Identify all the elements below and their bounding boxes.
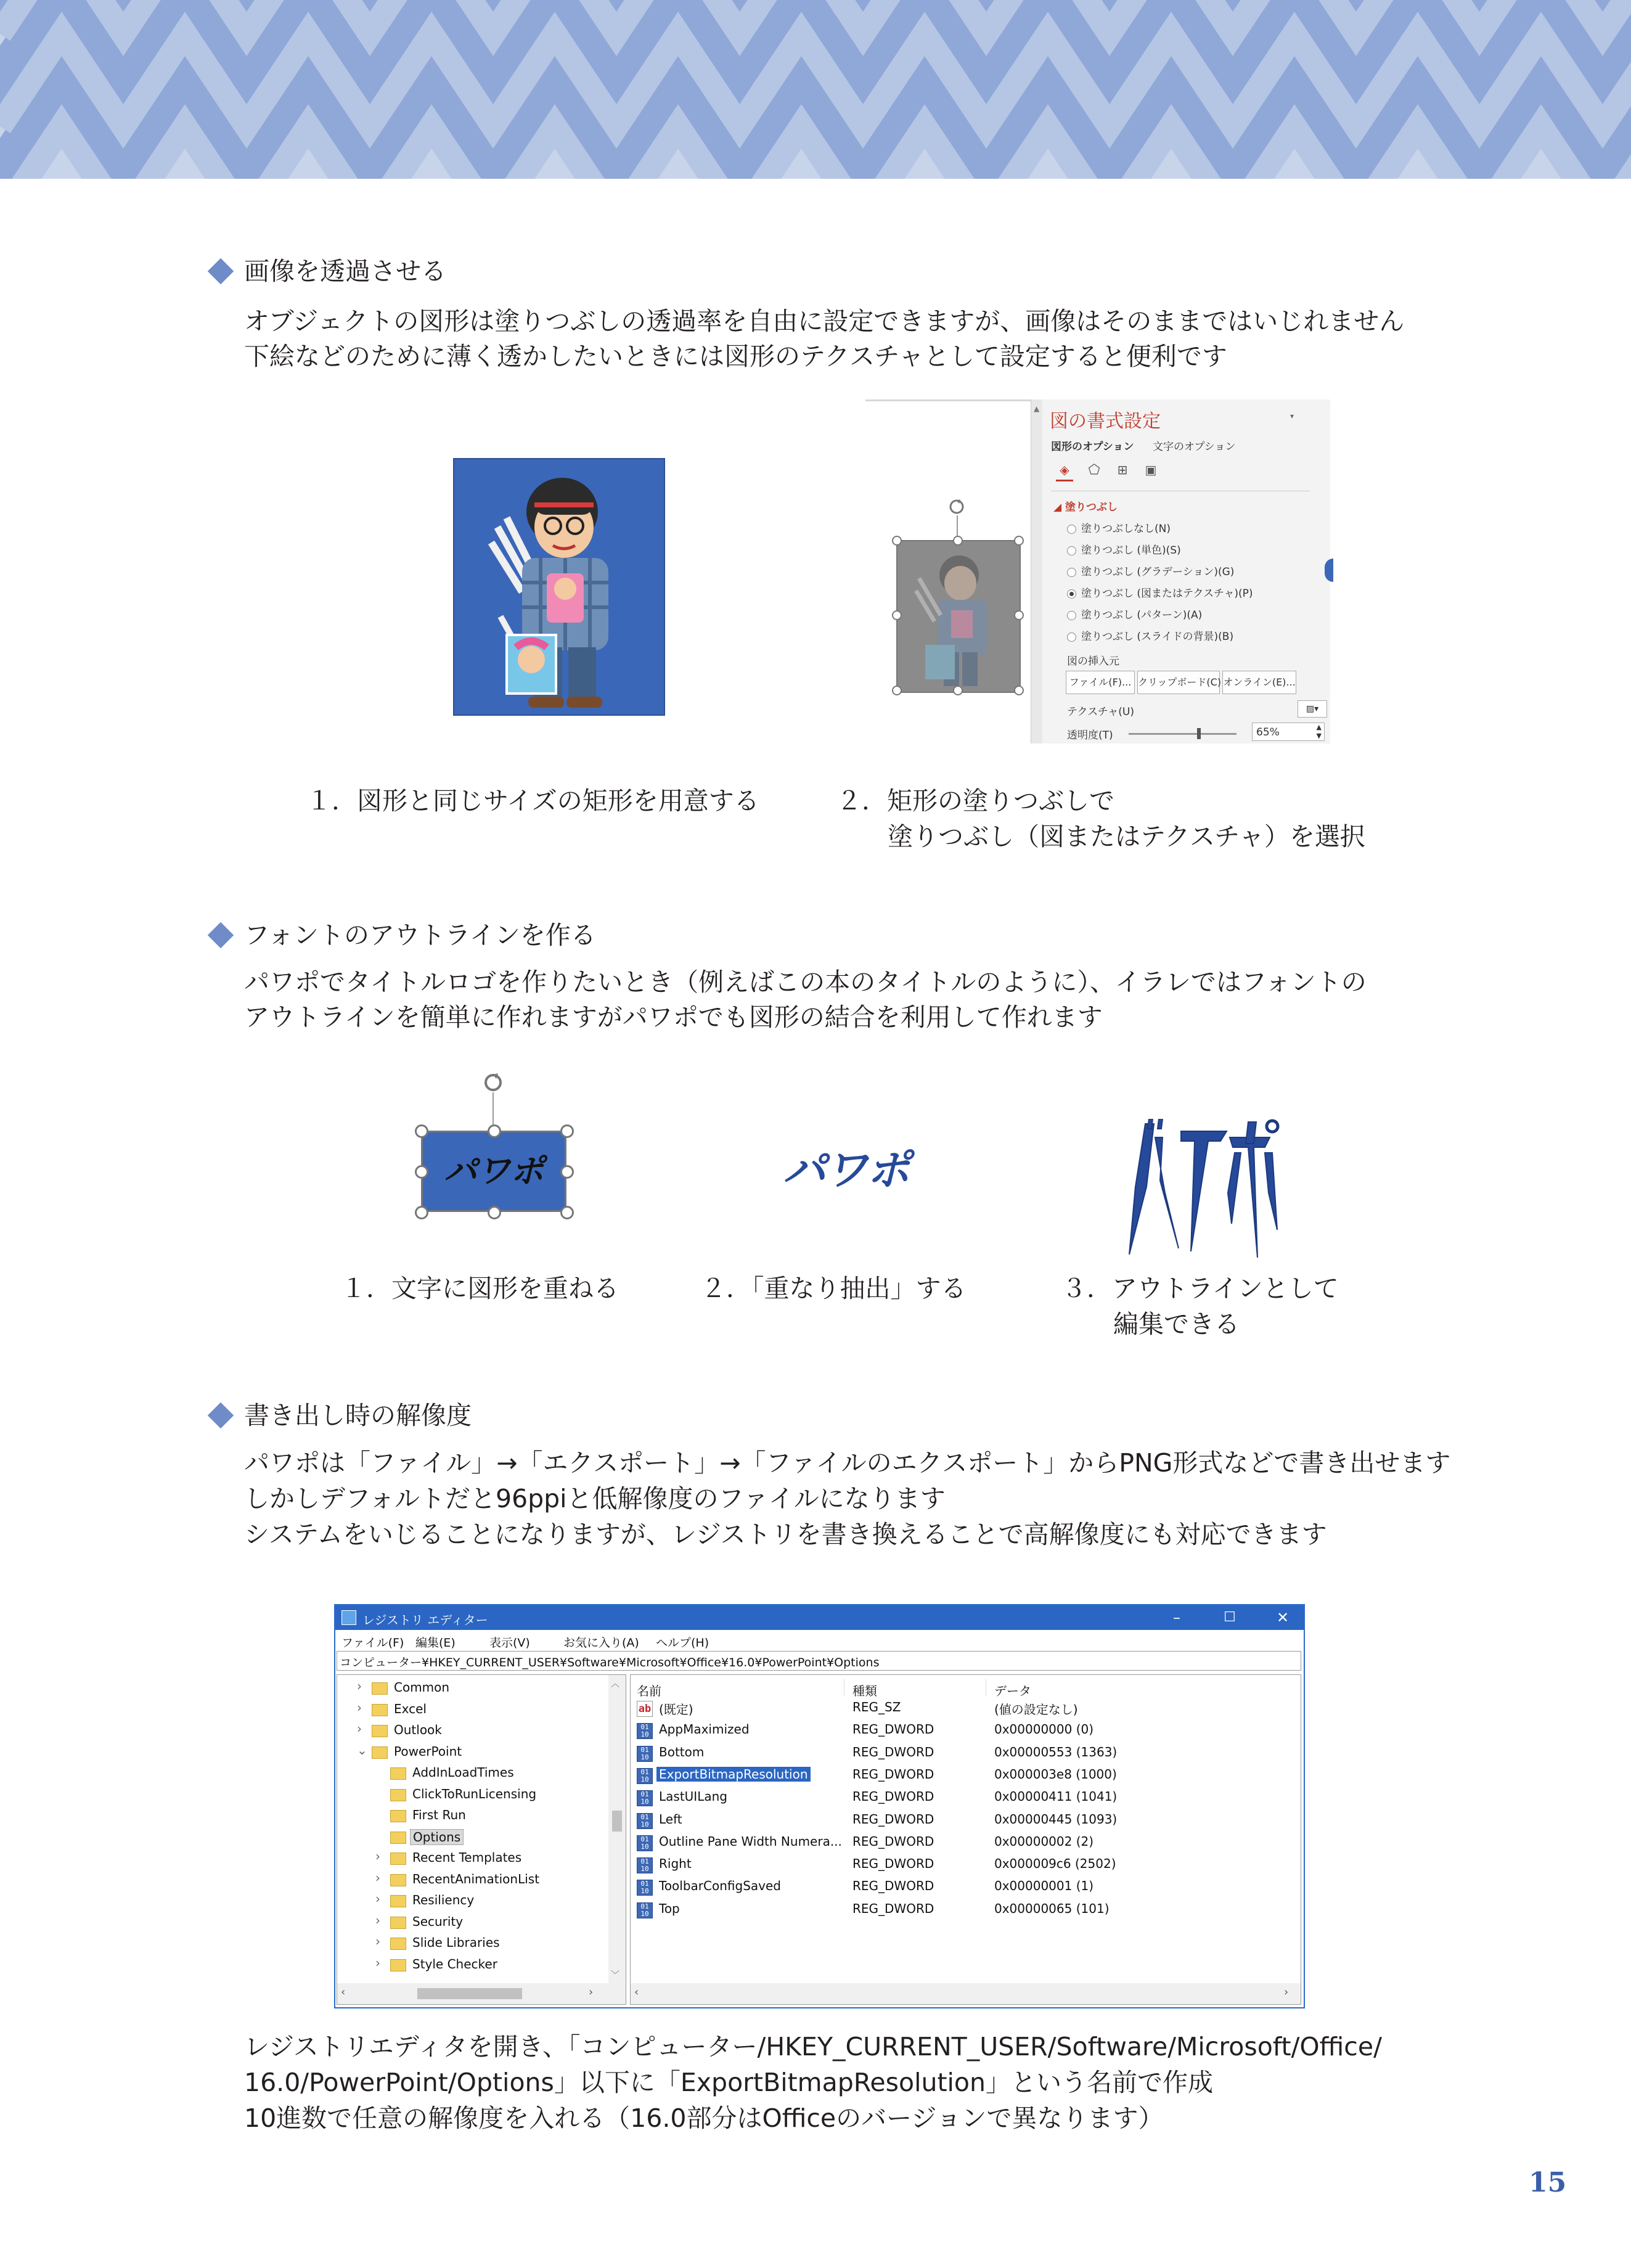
value-name[interactable]: Outline Pane Width Numera...	[659, 1833, 842, 1849]
fill-option-label: 塗りつぶし (スライドの背景)(B)	[1081, 631, 1234, 643]
value-type: REG_DWORD	[852, 1901, 934, 1916]
dword-value-icon: 01 10	[637, 1813, 653, 1829]
folder-icon	[390, 1832, 406, 1844]
transparency-slider-thumb[interactable]	[1197, 728, 1201, 739]
minimize-icon[interactable]: –	[1173, 1609, 1180, 1626]
expand-chevron-icon[interactable]: ›	[375, 1891, 380, 1906]
folder-icon	[390, 1852, 406, 1865]
value-type: REG_DWORD	[852, 1789, 934, 1804]
tree-node[interactable]: First Run	[412, 1807, 466, 1822]
fill-option[interactable]	[1067, 541, 1181, 557]
tree-node[interactable]: Resiliency	[412, 1893, 475, 1907]
section1-caption2-line1: ２．矩形の塗りつぶしで	[836, 786, 1114, 816]
folder-icon	[390, 1874, 406, 1886]
expand-chevron-icon[interactable]: ›	[375, 1955, 380, 1970]
scroll-left-icon[interactable]: ‹	[634, 1986, 639, 1999]
section1-caption2-line2: 塗りつぶし（図またはテクスチャ）を選択	[888, 822, 1365, 851]
resize-handle[interactable]	[953, 686, 963, 695]
tree-node[interactable]: ClickToRunLicensing	[412, 1786, 537, 1801]
menu-item[interactable]: 編集(E)	[415, 1636, 456, 1650]
resize-handle[interactable]	[488, 1206, 501, 1219]
expand-icon: ◢	[1053, 501, 1065, 514]
value-data: 0x00000445 (1093)	[994, 1811, 1118, 1827]
tree-pane	[337, 1674, 626, 2005]
fill-option[interactable]	[1067, 584, 1253, 600]
value-data: 0x00000002 (2)	[994, 1833, 1094, 1849]
section3-bottom-line2: 16.0/PowerPoint/Options」以下に「ExportBitmapResolution」という名前で作成	[244, 2068, 1213, 2097]
resize-handle[interactable]	[560, 1165, 574, 1179]
value-name[interactable]: ToolbarConfigSaved	[659, 1878, 781, 1894]
section3-text-line2: しかしデフォルトだと96ppiと低解像度のファイルになります	[244, 1484, 946, 1513]
expand-chevron-icon[interactable]: ›	[375, 1870, 380, 1885]
pane-scrollbar[interactable]	[1031, 399, 1042, 743]
section3-text-line1: パワポは「ファイル」→「エクスポート」→「ファイルのエクスポート」からPNG形式などで書き出せます	[244, 1448, 1451, 1478]
transparency-label: 透明度(T)	[1067, 729, 1113, 742]
tree-node[interactable]: Slide Libraries	[412, 1935, 500, 1950]
insert-from-label: 図の挿入元	[1067, 655, 1119, 668]
menu-bar	[335, 1630, 1304, 1651]
file-button[interactable]: ファイル(F)...	[1066, 671, 1135, 694]
dword-value-icon: 01 10	[637, 1790, 653, 1806]
fill-option[interactable]	[1067, 628, 1233, 643]
tree-list	[337, 1675, 608, 1983]
rotate-handle-icon[interactable]	[482, 1071, 504, 1094]
resize-handle[interactable]	[953, 536, 963, 546]
folder-icon	[390, 1938, 406, 1950]
radio-icon[interactable]	[1067, 546, 1076, 555]
transparency-slider-track[interactable]	[1129, 733, 1237, 735]
fill-line-icon[interactable]: ◈	[1056, 462, 1073, 481]
scroll-indicator	[1325, 559, 1333, 582]
scroll-up-icon[interactable]: ▲	[1034, 404, 1040, 413]
registry-editor-window	[334, 1604, 1305, 2008]
section2-caption1: １．文字に図形を重ねる	[341, 1274, 619, 1303]
tree-hscrollbar[interactable]	[337, 1983, 626, 2004]
values-list	[631, 1700, 1296, 1959]
expand-chevron-icon[interactable]: ›	[375, 1934, 380, 1949]
folder-icon	[390, 1959, 406, 1971]
value-name[interactable]: ExportBitmapResolution	[656, 1767, 811, 1782]
value-data: 0x00000411 (1041)	[994, 1789, 1118, 1804]
section2-caption3-line2: 編集できる	[1113, 1309, 1240, 1339]
tree-node[interactable]: Options	[410, 1829, 464, 1845]
transparency-value: 65%	[1256, 726, 1280, 739]
folder-icon	[372, 1725, 388, 1737]
fill-option-label: 塗りつぶし (パターン)(A)	[1081, 609, 1203, 621]
chevron-down-icon: ▾	[1314, 704, 1319, 714]
transparency-spinner[interactable]	[1252, 723, 1325, 741]
section3-bottom-line1: レジストリエディタを開き、「コンピューター/HKEY_CURRENT_USER/Software/Microsoft/Office/	[244, 2032, 1382, 2061]
regedit-app-icon	[341, 1610, 356, 1625]
folder-icon	[372, 1682, 388, 1695]
value-type: REG_DWORD	[852, 1811, 934, 1827]
scroll-left-icon[interactable]: ‹	[341, 1986, 346, 1999]
resize-handle[interactable]	[1014, 610, 1024, 620]
section2-text-line1: パワポでタイトルロゴを作りたいとき（例えばこの本のタイトルのように）、イラレではフォントの	[244, 967, 1367, 997]
online-button[interactable]: オンライン(E)...	[1222, 671, 1296, 694]
pane-title: 図の書式設定	[1050, 411, 1161, 432]
value-type: REG_DWORD	[852, 1722, 934, 1737]
fill-option-label: 塗りつぶしなし(N)	[1081, 523, 1171, 535]
tab-shape-options[interactable]: 図形のオプション	[1051, 441, 1134, 453]
scroll-right-icon[interactable]: ›	[589, 1986, 594, 1999]
value-type: REG_DWORD	[852, 1766, 934, 1782]
section1-bullet-icon	[208, 258, 234, 284]
tree-node[interactable]: Common	[394, 1680, 450, 1695]
menu-item[interactable]: 表示(V)	[489, 1636, 530, 1650]
column-header-name[interactable]: 名前	[637, 1684, 661, 1698]
maximize-icon[interactable]: ☐	[1224, 1610, 1236, 1625]
value-data: 0x00000065 (101)	[994, 1901, 1110, 1916]
folder-icon	[372, 1704, 388, 1716]
radio-icon[interactable]	[1067, 568, 1076, 577]
tree-hscroll-thumb[interactable]	[417, 1988, 522, 1999]
expand-chevron-icon[interactable]: ›	[375, 1849, 380, 1864]
section2-caption2: ２．「重なり抽出」する	[701, 1274, 967, 1303]
value-data: 0x00000001 (1)	[994, 1878, 1094, 1894]
effects-icon[interactable]: ⬠	[1088, 462, 1100, 478]
value-type: REG_DWORD	[852, 1856, 934, 1872]
expand-chevron-icon[interactable]: ›	[357, 1679, 362, 1693]
page-number: 15	[1529, 2167, 1567, 2198]
dword-value-icon: 01 10	[637, 1768, 653, 1784]
fill-option[interactable]	[1067, 563, 1234, 578]
zigzag-pattern	[0, 0, 1631, 179]
section1-text-line1: オブジェクトの図形は塗りつぶしの透過率を自由に設定できますが、画像はそのままではいじれません	[244, 306, 1405, 336]
folder-icon	[372, 1746, 388, 1759]
tree-node[interactable]: Outlook	[394, 1722, 442, 1737]
scroll-up-icon[interactable]: ︿	[611, 1679, 619, 1689]
section3-bullet-icon	[208, 1402, 234, 1428]
radio-icon[interactable]	[1067, 525, 1076, 534]
collapse-chevron-icon[interactable]: ⌄	[357, 1742, 367, 1758]
person-illustration	[454, 459, 664, 714]
section2-bullet-icon	[208, 922, 234, 948]
value-name[interactable]: Right	[659, 1856, 692, 1872]
section1-title: 画像を透過させる	[244, 256, 446, 286]
value-name[interactable]: AppMaximized	[659, 1722, 750, 1737]
section3-text-line3: システムをいじることになりますが、レジストリを書き換えることで高解像度にも対応できます	[244, 1520, 1327, 1549]
value-type: REG_DWORD	[852, 1878, 934, 1894]
tree-node[interactable]: PowerPoint	[394, 1743, 462, 1759]
window-title: レジストリ エディター	[362, 1613, 488, 1627]
tree-node[interactable]: AddInLoadTimes	[412, 1765, 514, 1780]
fill-section-label: 塗りつぶし	[1065, 501, 1118, 514]
header-pattern	[0, 0, 1631, 179]
fill-option-label: 塗りつぶし (単色)(S)	[1081, 544, 1181, 557]
expand-chevron-icon[interactable]: ›	[357, 1721, 362, 1736]
dword-value-icon: 01 10	[637, 1746, 653, 1762]
texture-label: テクスチャ(U)	[1067, 706, 1135, 718]
format-pane	[1031, 399, 1330, 743]
tree-node[interactable]: Excel	[394, 1701, 427, 1716]
resize-handle[interactable]	[892, 686, 902, 695]
picture-icon[interactable]: ▣	[1145, 462, 1157, 477]
spinner-arrows-icon: ▲ ▼	[1316, 723, 1322, 740]
value-name[interactable]: Left	[659, 1811, 682, 1827]
resize-handle[interactable]	[415, 1124, 428, 1138]
value-type: REG_SZ	[852, 1700, 901, 1714]
value-data: (値の設定なし)	[994, 1702, 1078, 1717]
title-bar	[335, 1605, 1304, 1630]
menu-item[interactable]: ヘルプ(H)	[656, 1636, 709, 1650]
values-pane	[630, 1674, 1301, 2005]
resize-handle[interactable]	[1014, 686, 1024, 695]
stretched-logo-illustration	[1122, 1119, 1282, 1261]
faded-shape[interactable]	[896, 540, 1021, 693]
string-value-icon: ab	[637, 1701, 653, 1717]
scroll-right-icon[interactable]: ›	[1284, 1986, 1289, 1999]
value-name[interactable]: Top	[659, 1901, 680, 1916]
rotate-handle-icon[interactable]	[948, 498, 965, 515]
logo-rectangle[interactable]	[421, 1131, 566, 1212]
scroll-down-icon[interactable]: ﹀	[611, 1970, 619, 1980]
tree-node[interactable]: RecentAnimationList	[412, 1871, 540, 1886]
faded-person-illustration	[897, 541, 1020, 692]
dword-value-icon: 01 10	[637, 1723, 653, 1739]
radio-icon[interactable]	[1067, 611, 1076, 620]
fill-option[interactable]	[1067, 520, 1171, 535]
logo-text-step1: パワポ	[444, 1152, 544, 1190]
value-name[interactable]: Bottom	[659, 1744, 705, 1759]
section3-title: 書き出し時の解像度	[244, 1401, 472, 1430]
texture-icon: ▨	[1306, 704, 1315, 714]
section2-title: フォントのアウトラインを作る	[244, 920, 596, 950]
fill-option-label: 塗りつぶし (グラデーション)(G)	[1081, 566, 1235, 578]
tree-node[interactable]: Style Checker	[412, 1956, 497, 1971]
resize-handle[interactable]	[415, 1165, 428, 1179]
value-data: 0x00000000 (0)	[994, 1722, 1094, 1737]
rotate-icon	[482, 1071, 504, 1094]
folder-icon	[390, 1810, 406, 1822]
tree-vscroll-thumb[interactable]	[612, 1811, 622, 1832]
folder-icon	[390, 1917, 406, 1929]
tree-node[interactable]: Security	[412, 1914, 464, 1929]
size-properties-icon[interactable]: ⊞	[1117, 462, 1128, 477]
tab-text-options[interactable]: 文字のオプション	[1153, 441, 1236, 453]
expand-chevron-icon[interactable]: ›	[357, 1700, 362, 1715]
section2-text-line2: アウトラインを簡単に作れますがパワポでも図形の結合を利用して作れます	[244, 1002, 1103, 1032]
tree-node[interactable]: Recent Templates	[412, 1850, 522, 1865]
value-type: REG_DWORD	[852, 1744, 934, 1759]
dword-value-icon: 01 10	[637, 1902, 653, 1918]
resize-handle[interactable]	[1014, 536, 1024, 546]
dword-value-icon: 01 10	[637, 1835, 653, 1851]
clipboard-button[interactable]: クリップボード(C)	[1137, 671, 1220, 694]
value-type: REG_DWORD	[852, 1833, 934, 1849]
resize-handle[interactable]	[892, 536, 902, 546]
section1-text-line2: 下絵などのために薄く透かしたいときには図形のテクスチャとして設定すると便利です	[244, 342, 1227, 371]
folder-icon	[390, 1789, 406, 1801]
radio-icon[interactable]	[1067, 633, 1076, 642]
rotate-icon	[948, 498, 965, 515]
value-data: 0x000009c6 (2502)	[994, 1856, 1116, 1872]
section2-caption3-line1: ３．アウトラインとして	[1061, 1274, 1339, 1303]
resize-handle[interactable]	[892, 610, 902, 620]
resize-handle[interactable]	[415, 1206, 428, 1219]
values-hscrollbar[interactable]	[631, 1983, 1301, 2004]
value-name[interactable]: LastUILang	[659, 1789, 727, 1804]
fill-option-label: 塗りつぶし (図またはテクスチャ)(P)	[1081, 587, 1253, 600]
pane-menu-icon[interactable]: ▾	[1290, 412, 1294, 420]
resize-handle[interactable]	[488, 1124, 501, 1138]
column-header-data[interactable]: データ	[994, 1684, 1031, 1698]
tree-vscrollbar[interactable]	[608, 1675, 626, 1983]
illustration-rectangle	[453, 458, 665, 716]
resize-handle[interactable]	[560, 1206, 574, 1219]
address-path: コンピューター¥HKEY_CURRENT_USER¥Software¥Microsoft¥Office¥16.0¥PowerPoint¥Options	[340, 1656, 880, 1669]
resize-handle[interactable]	[560, 1124, 574, 1138]
column-header-type[interactable]: 種類	[852, 1684, 877, 1698]
folder-icon	[390, 1895, 406, 1907]
menu-item[interactable]: ファイル(F)	[341, 1636, 404, 1650]
folder-icon	[390, 1767, 406, 1780]
expand-chevron-icon[interactable]: ›	[375, 1912, 380, 1928]
section1-caption1: １．図形と同じサイズの矩形を用意する	[306, 786, 759, 816]
address-bar[interactable]	[337, 1651, 1301, 1671]
fill-section-header[interactable]	[1053, 498, 1118, 514]
section3-bottom-line3: 10進数で任意の解像度を入れる（16.0部分はOfficeのバージョンで異なります）	[244, 2103, 1164, 2133]
radio-icon[interactable]	[1067, 589, 1076, 599]
dword-value-icon: 01 10	[637, 1857, 653, 1873]
logo-text-step2: パワポ	[783, 1145, 909, 1195]
texture-dropdown[interactable]	[1298, 700, 1327, 718]
close-icon[interactable]: ✕	[1276, 1609, 1290, 1626]
logo-outline-step3	[1122, 1119, 1282, 1261]
dword-value-icon: 01 10	[637, 1880, 653, 1896]
menu-item[interactable]: お気に入り(A)	[563, 1636, 639, 1650]
value-name[interactable]: (既定)	[659, 1702, 693, 1717]
fill-option[interactable]	[1067, 606, 1202, 621]
value-data: 0x000003e8 (1000)	[994, 1766, 1117, 1782]
value-data: 0x00000553 (1363)	[994, 1744, 1118, 1759]
